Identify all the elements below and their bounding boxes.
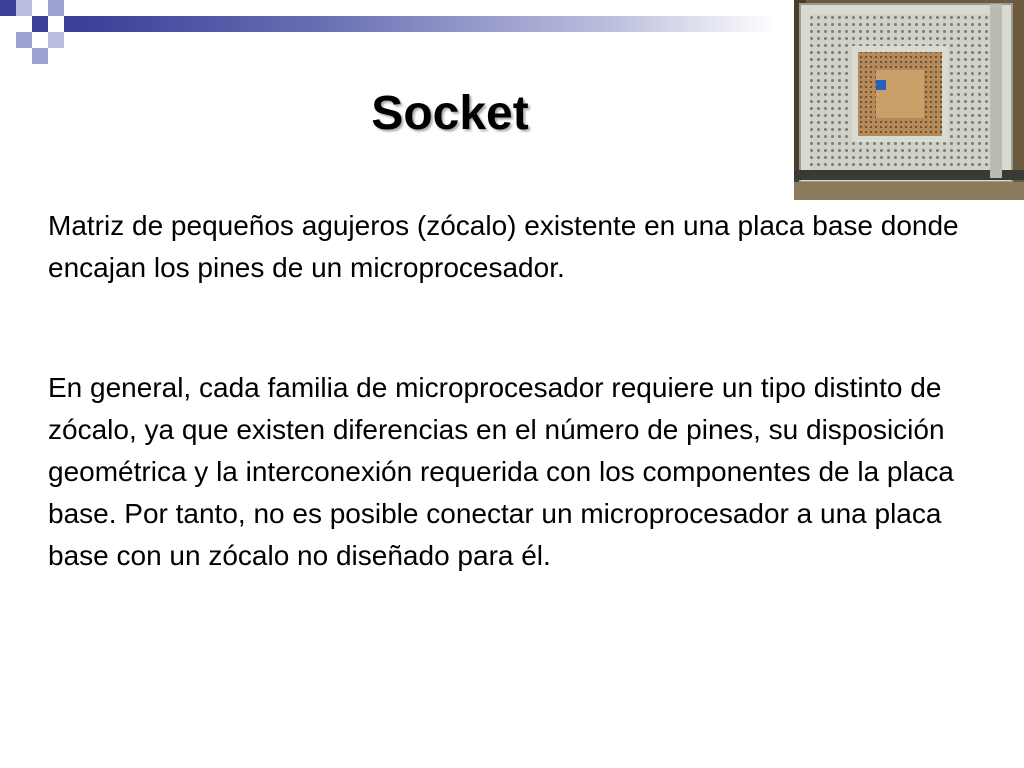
deco-square: [64, 16, 80, 32]
deco-square: [0, 0, 16, 16]
deco-square: [48, 32, 64, 48]
deco-square: [32, 48, 48, 64]
header-gradient-bar: [80, 16, 778, 32]
cpu-socket-photo: [794, 0, 1024, 200]
cpu-socket-icon: [794, 0, 1024, 200]
paragraph-explanation: En general, cada familia de microprocesador requiere un tipo distinto de zócalo, ya que existen diferencias en el número de pines, su disposición geométrica y la interconexión requerida con los componentes de la placa base. Por tanto, no es posible conectar un microprocesador a una placa base con un zócalo no diseñado para él.: [48, 372, 954, 571]
deco-square: [48, 0, 64, 16]
paragraph-definition: Matriz de pequeños agujeros (zócalo) existente en una placa base donde encajan los pines de un microprocesador.: [48, 210, 959, 283]
deco-square: [16, 32, 32, 48]
slide-title: Socket: [371, 87, 529, 140]
deco-square: [16, 0, 32, 16]
deco-square: [32, 16, 48, 32]
